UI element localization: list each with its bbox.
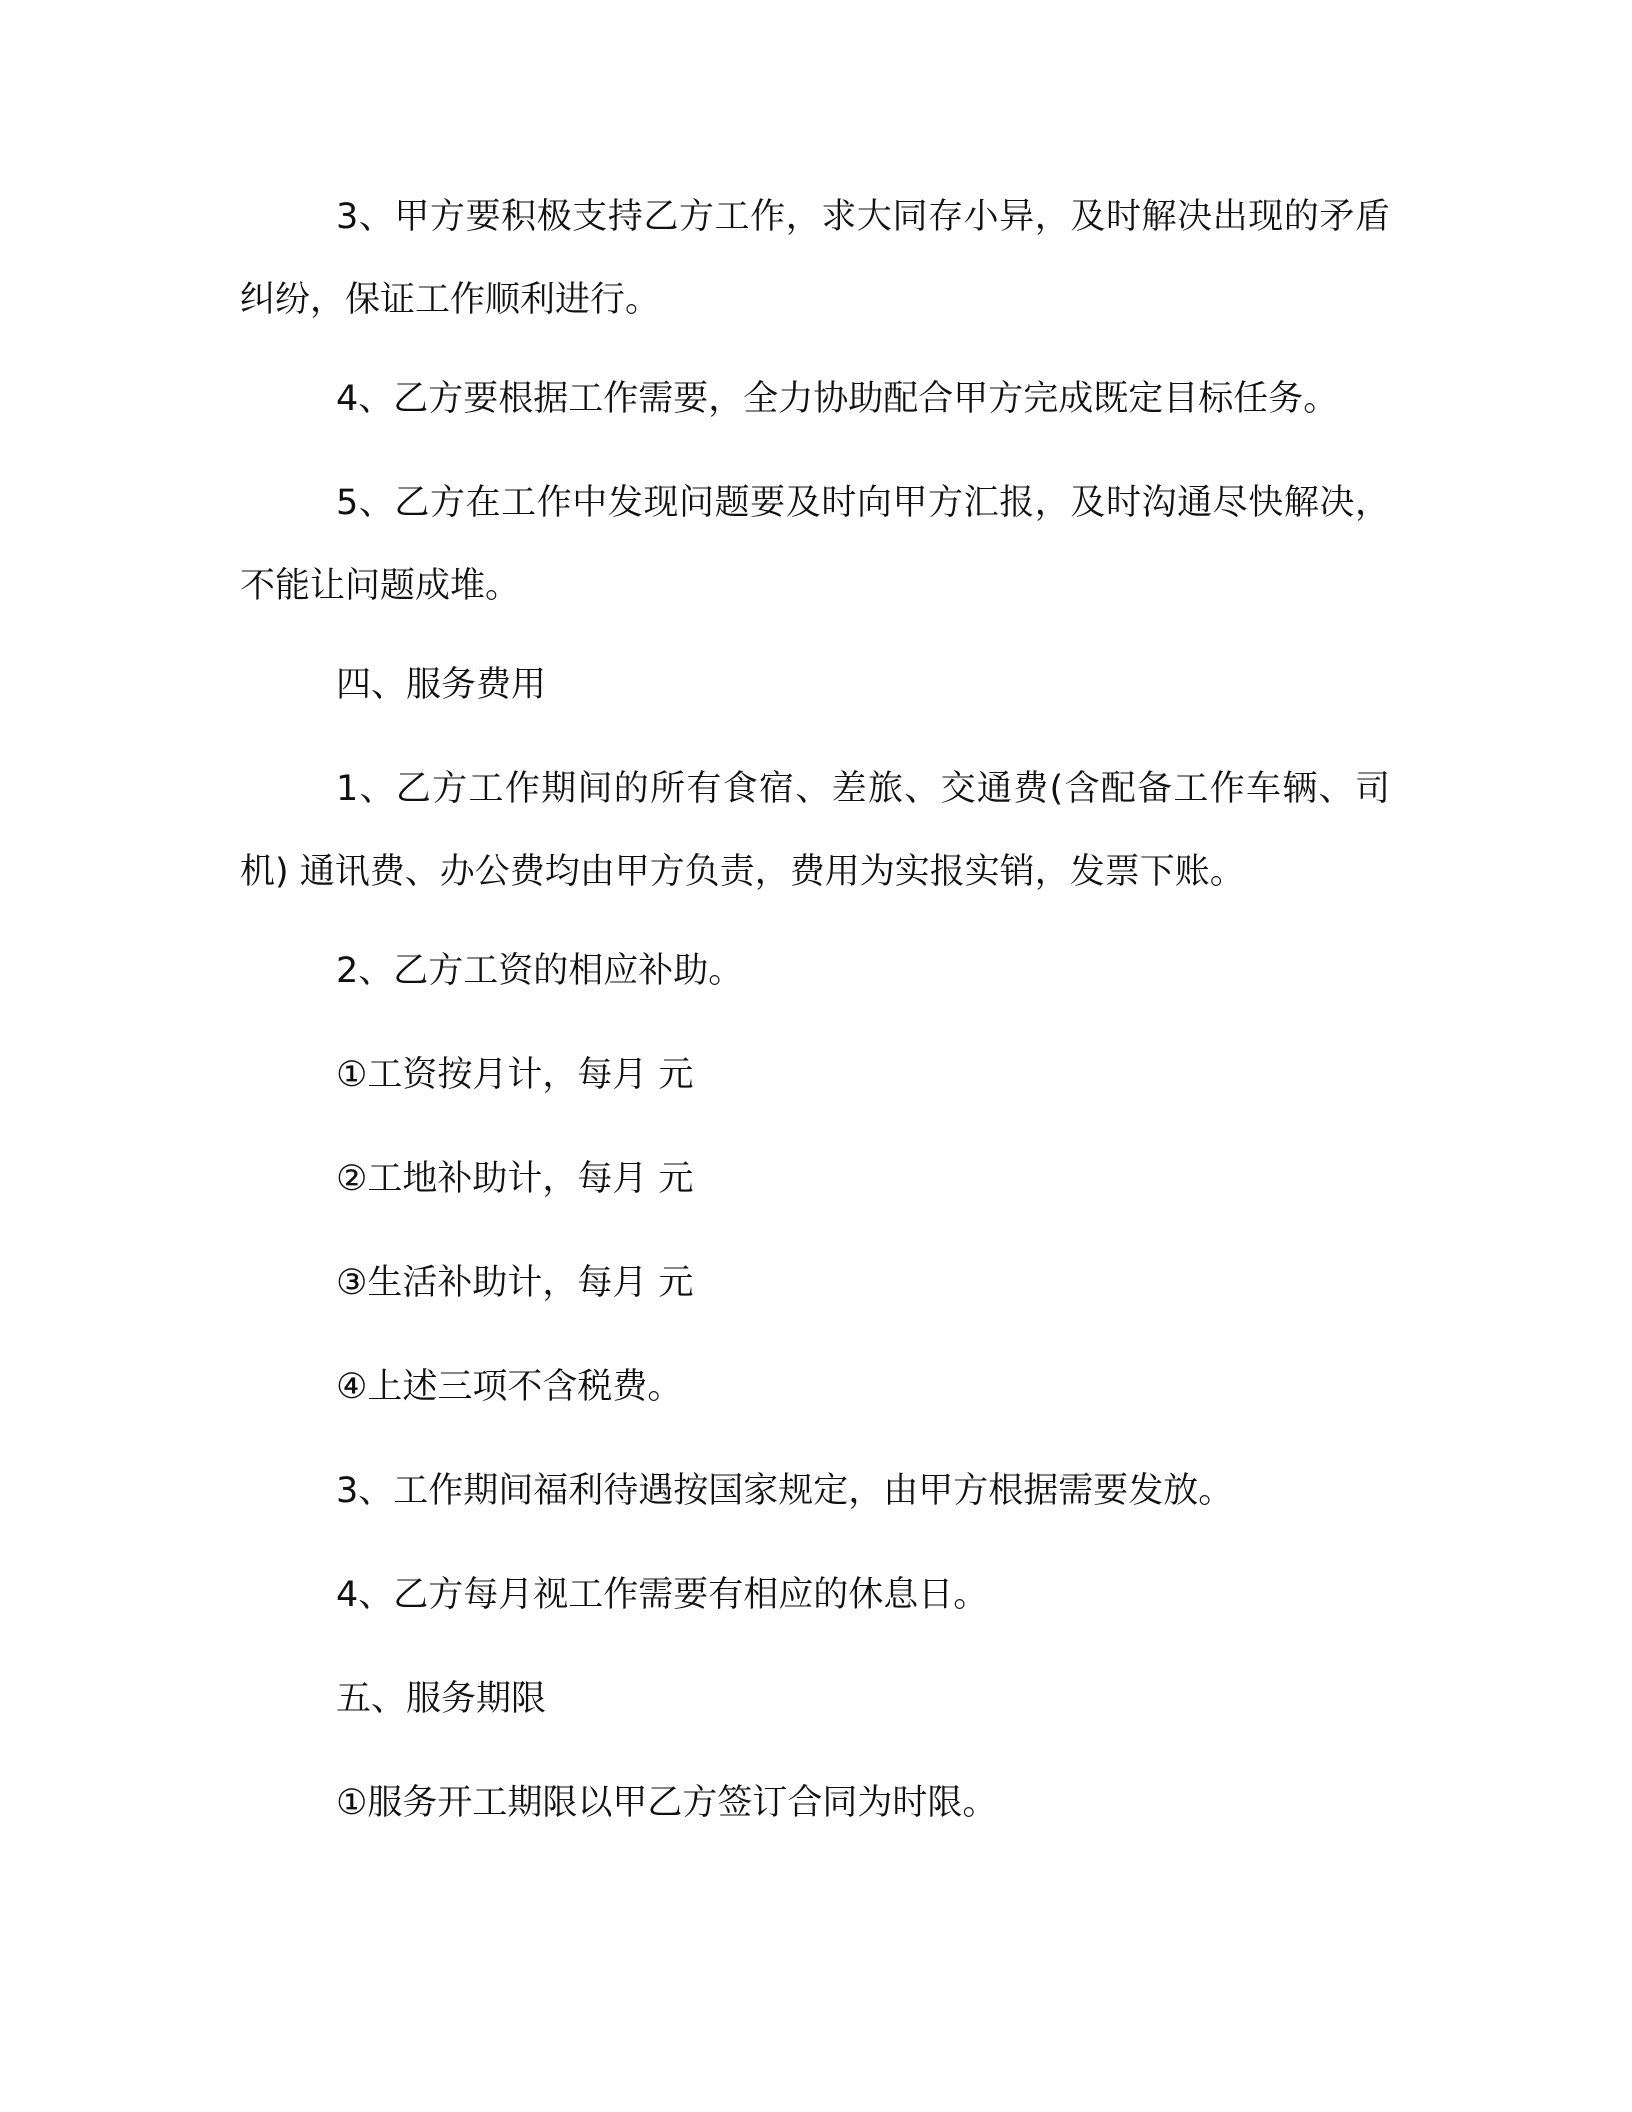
paragraph-tax-note: ④上述三项不含税费。: [336, 1367, 683, 1407]
paragraph-wage-monthly: ①工资按月计，每月 元: [336, 1055, 694, 1095]
paragraph-fees-2-subsidy: 2、乙方工资的相应补助。: [336, 951, 744, 991]
paragraph-term-start: ①服务开工期限以甲乙方签订合同为时限。: [336, 1783, 998, 1823]
paragraph-living-subsidy: ③生活补助计，每月 元: [336, 1263, 694, 1303]
paragraph-site-subsidy: ②工地补助计，每月 元: [336, 1159, 694, 1199]
section-heading-service-term: 五、服务期限: [336, 1679, 547, 1719]
paragraph-item-3-support: 3、甲方要积极支持乙方工作，求大同存小异，及时解决出现的矛盾纠纷，保证工作顺利进行。: [240, 197, 1390, 320]
paragraph-fees-1-expenses: 1、乙方工作期间的所有食宿、差旅、交通费(含配备工作车辆、司机) 通讯费、办公费均由甲方负责，费用为实报实销，发票下账。: [240, 769, 1390, 892]
paragraph-fees-3-welfare: 3、工作期间福利待遇按国家规定，由甲方根据需要发放。: [336, 1471, 1234, 1511]
paragraph-item-4-assist: 4、乙方要根据工作需要，全力协助配合甲方完成既定目标任务。: [336, 379, 1339, 419]
section-heading-service-fees: 四、服务费用: [336, 665, 547, 705]
paragraph-fees-4-rest-days: 4、乙方每月视工作需要有相应的休息日。: [336, 1575, 989, 1615]
paragraph-item-5-report: 5、乙方在工作中发现问题要及时向甲方汇报，及时沟通尽快解决，不能让问题成堆。: [240, 483, 1390, 606]
